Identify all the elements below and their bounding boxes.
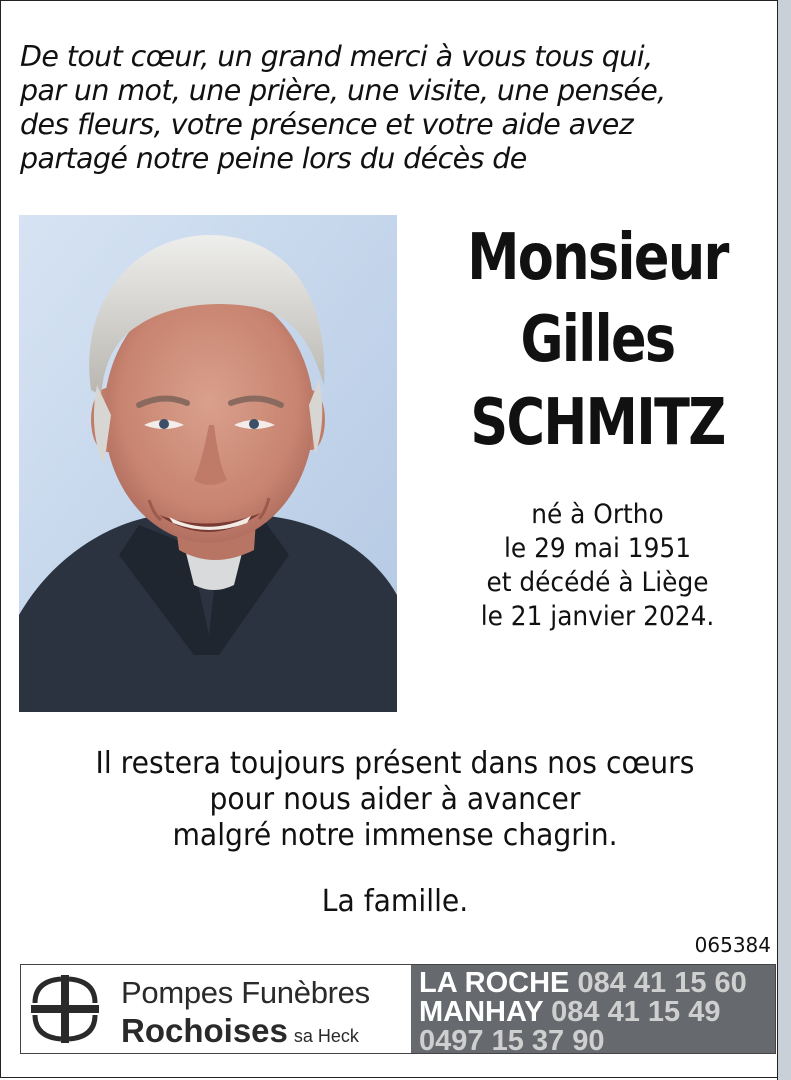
contact-panel [411, 965, 775, 1057]
deceased-first-name: Gilles [520, 303, 675, 377]
side-bar [777, 0, 791, 1080]
date-line: le 21 janvier 2024. [480, 601, 715, 632]
family-signature: La famille. [321, 884, 469, 919]
memorial-line: malgré notre immense chagrin. [172, 818, 618, 853]
memorial-line: Il restera toujours présent dans nos cœurs [95, 746, 695, 781]
contact-town: LA ROCHE [419, 967, 570, 999]
date-line: et décédé à Liège [486, 567, 709, 598]
intro-text [20, 40, 760, 176]
funeral-home-banner [20, 964, 776, 1057]
funeral-home-logo-area [21, 965, 411, 1053]
deceased-title: Monsieur [467, 221, 728, 295]
contact-row [419, 969, 775, 998]
contact-town: MANHAY [419, 996, 544, 1028]
funeral-home-name: Rochoises [121, 1012, 288, 1049]
contact-phone[interactable]: 084 41 15 60 [577, 967, 747, 999]
contact-row [419, 1027, 775, 1056]
funeral-home-name-line1: Pompes Funèbres [121, 975, 370, 1010]
intro-line: par un mot, une prière, une visite, une pensée, [20, 74, 666, 107]
cross-logo-icon [27, 973, 103, 1045]
reference-number: 065384 [694, 933, 771, 957]
memorial-line: pour nous aider à avancer [209, 782, 581, 817]
deceased-last-name: SCHMITZ [470, 386, 725, 460]
contact-mobile[interactable]: 0497 15 37 90 [419, 1025, 605, 1057]
birth-death-dates [430, 498, 765, 634]
memorial-text [20, 746, 770, 854]
intro-line: partagé notre peine lors du décès de [20, 142, 527, 175]
intro-line: des fleurs, votre présence et votre aide avez [20, 108, 634, 141]
contact-phone[interactable]: 084 41 15 49 [551, 996, 721, 1028]
contact-row [419, 998, 775, 1027]
funeral-home-name-line2 [121, 1012, 359, 1050]
date-line: le 29 mai 1951 [503, 533, 692, 564]
date-line: né à Ortho [531, 499, 664, 530]
intro-line: De tout cœur, un grand merci à vous tous qui, [20, 40, 653, 73]
portrait-photo [19, 215, 397, 712]
funeral-home-suffix: sa Heck [293, 1026, 359, 1046]
